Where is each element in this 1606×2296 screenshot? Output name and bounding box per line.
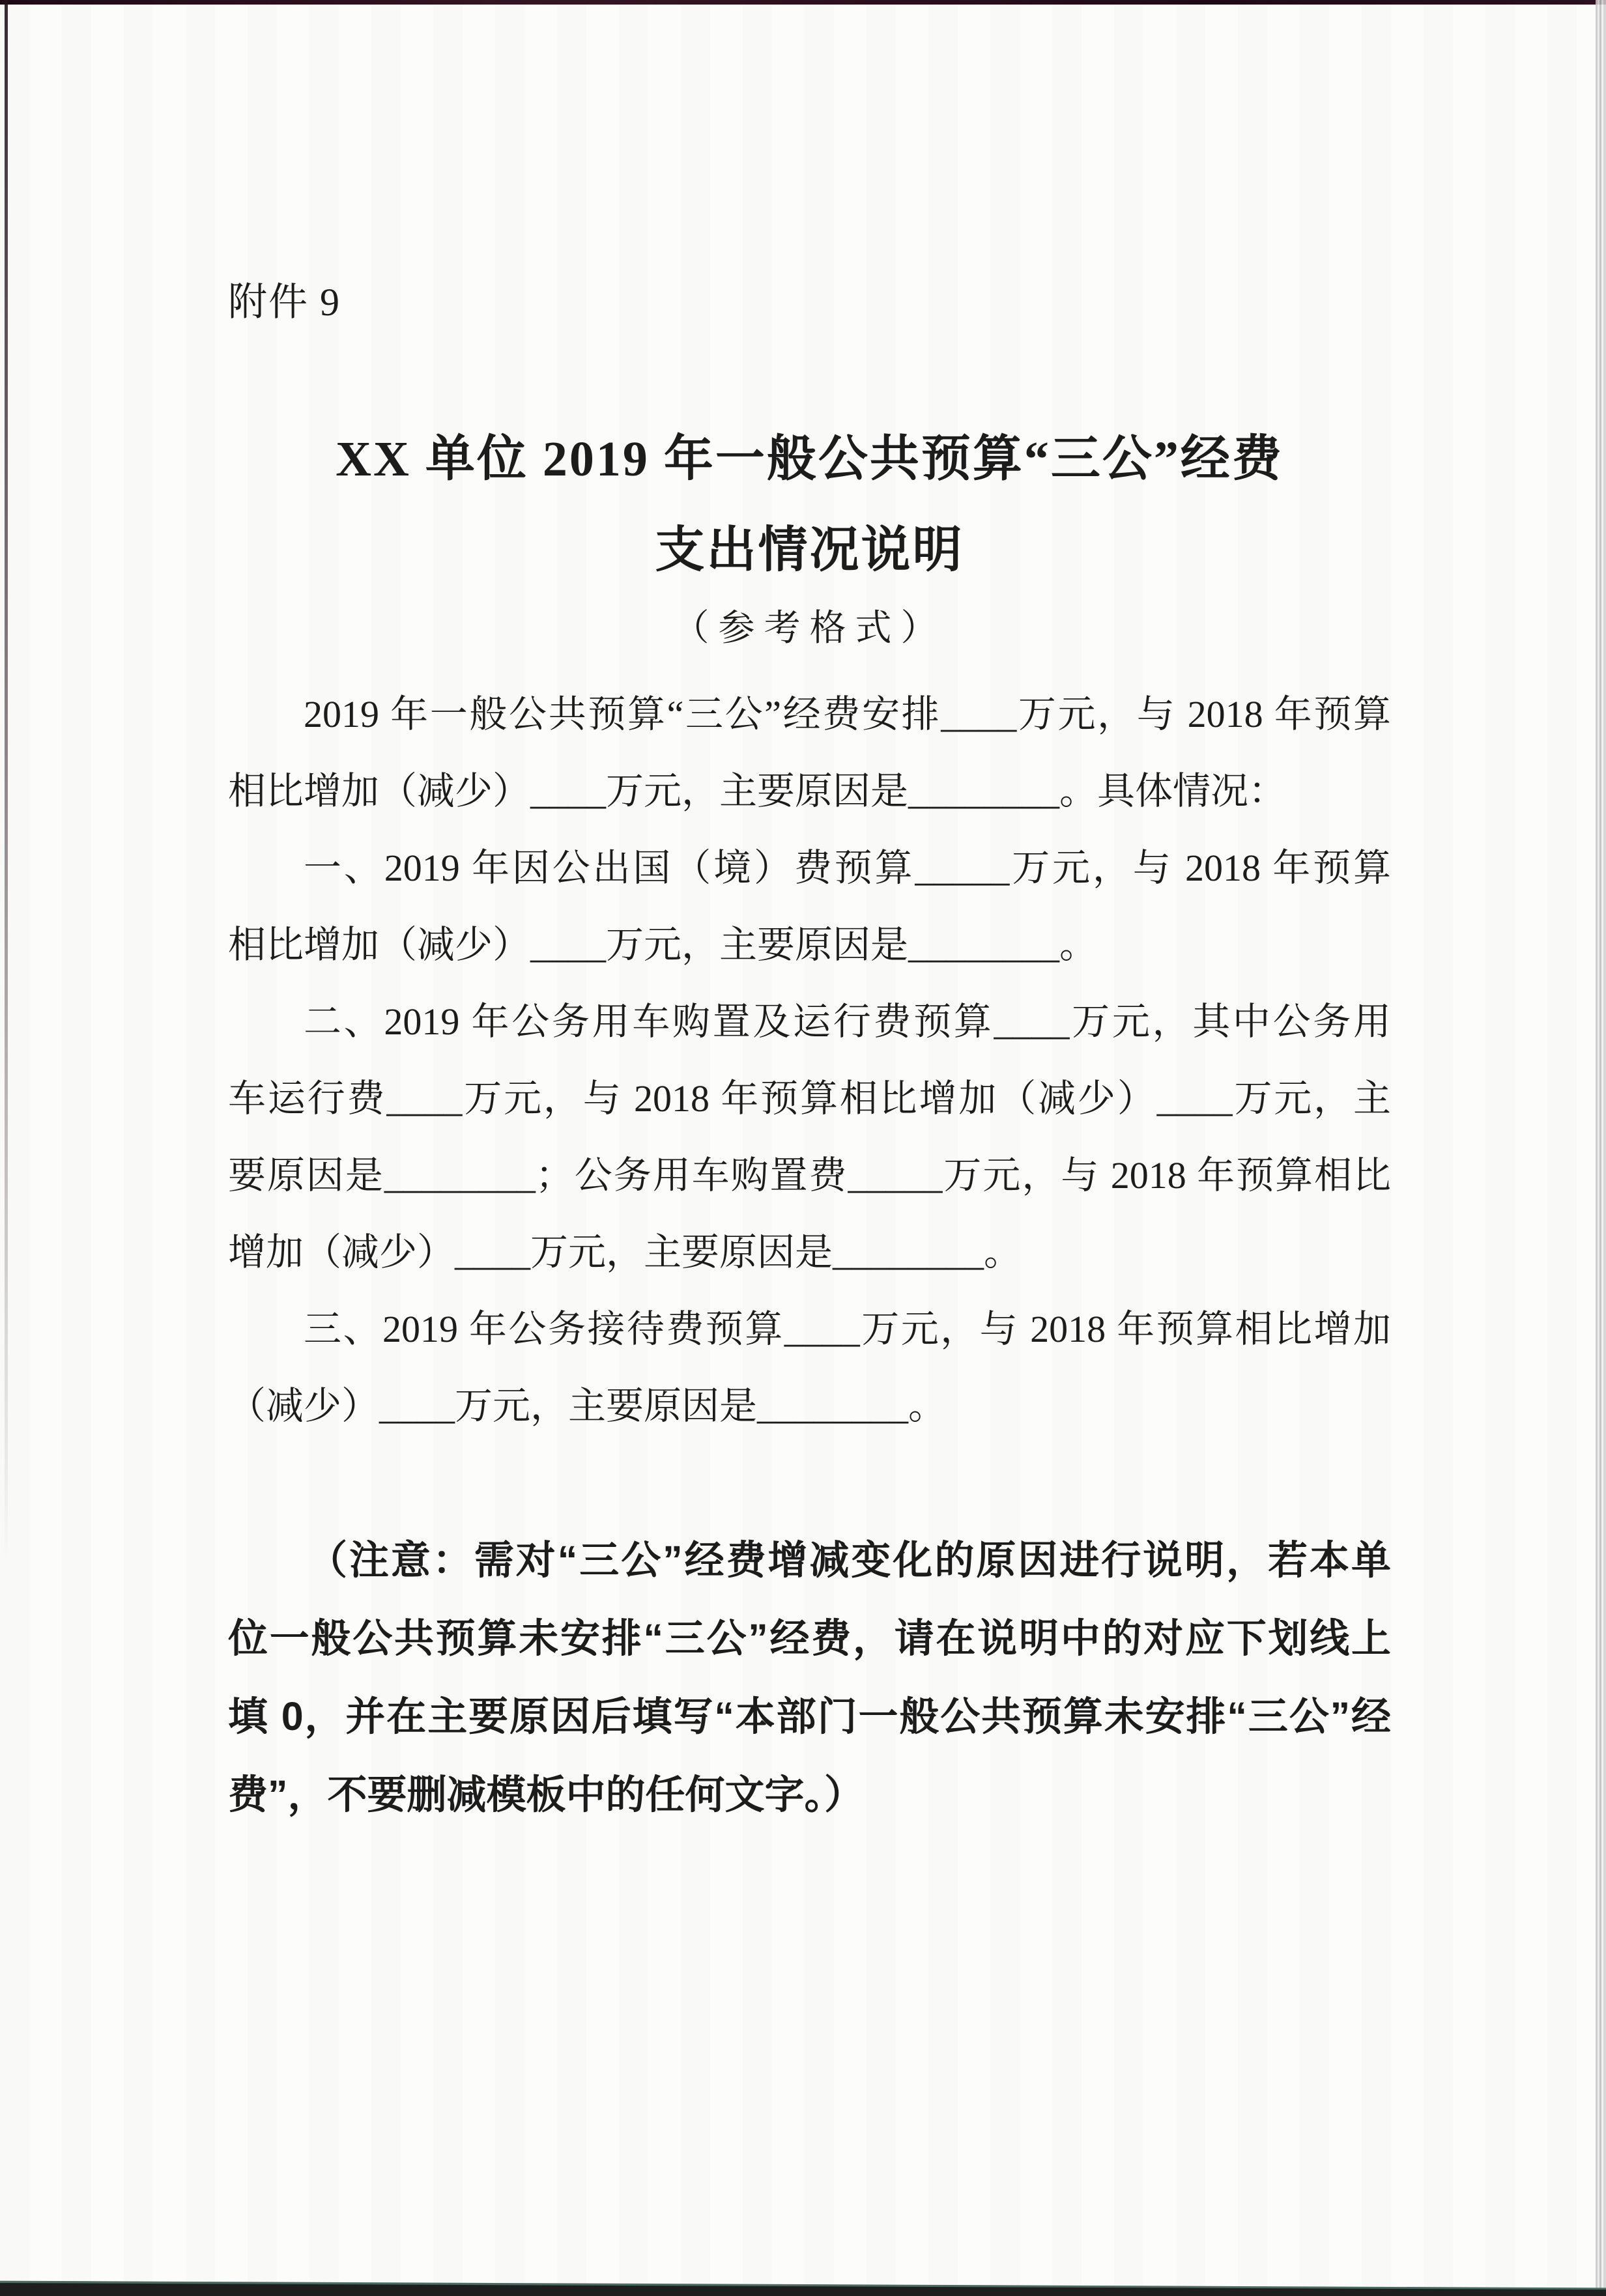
attachment-label: 附件 9 [228,281,341,324]
text-line: 一、2019 年因公出国（境）费预算_____万元，与 2018 年预算 [304,847,1391,889]
text-line: （减少）____万元，主要原因是________。 [228,1385,947,1427]
note-paragraph [228,1521,1391,1834]
text-line: 相比增加（减少）____万元，主要原因是________。具体情况： [228,770,1287,812]
document-title-line1: XX 单位 2019 年一般公共预算“三公”经费 [336,432,1283,487]
text-line: 位一般公共预算未安排“三公”经费，请在说明中的对应下划线上 [228,1616,1391,1660]
text-line: （注意：需对“三公”经费增减变化的原因进行说明，若本单 [308,1538,1391,1582]
text-line: 增加（减少）____万元，主要原因是________。 [228,1231,1022,1273]
document-content [0,279,1606,1834]
text-line: 车运行费____万元，与 2018 年预算相比增加（减少）____万元，主 [228,1077,1391,1120]
text-line: 填 0，并在主要原因后填写“本部门一般公共预算未安排“三公”经 [228,1694,1391,1738]
text-line: 要原因是________；公务用车购置费_____万元，与 2018 年预算相比 [228,1154,1391,1197]
text-line: 二、2019 年公务用车购置及运行费预算____万元，其中公务用 [304,1000,1391,1043]
text-line: 相比增加（减少）____万元，主要原因是________。 [228,924,1098,966]
document-title [228,414,1391,596]
text-line: 2019 年一般公共预算“三公”经费安排____万元，与 2018 年预算 [304,693,1391,735]
body-paragraphs [228,676,1391,1445]
text-line: 三、2019 年公务接待费预算____万元，与 2018 年预算相比增加 [304,1308,1391,1350]
subtitle-reference-format: （参考格式） [672,608,947,649]
text-line: 费”，不要删减模板中的任何文字。） [228,1772,865,1817]
scan-edge-top [0,0,1606,5]
document-title-line2: 支出情况说明 [655,523,964,578]
